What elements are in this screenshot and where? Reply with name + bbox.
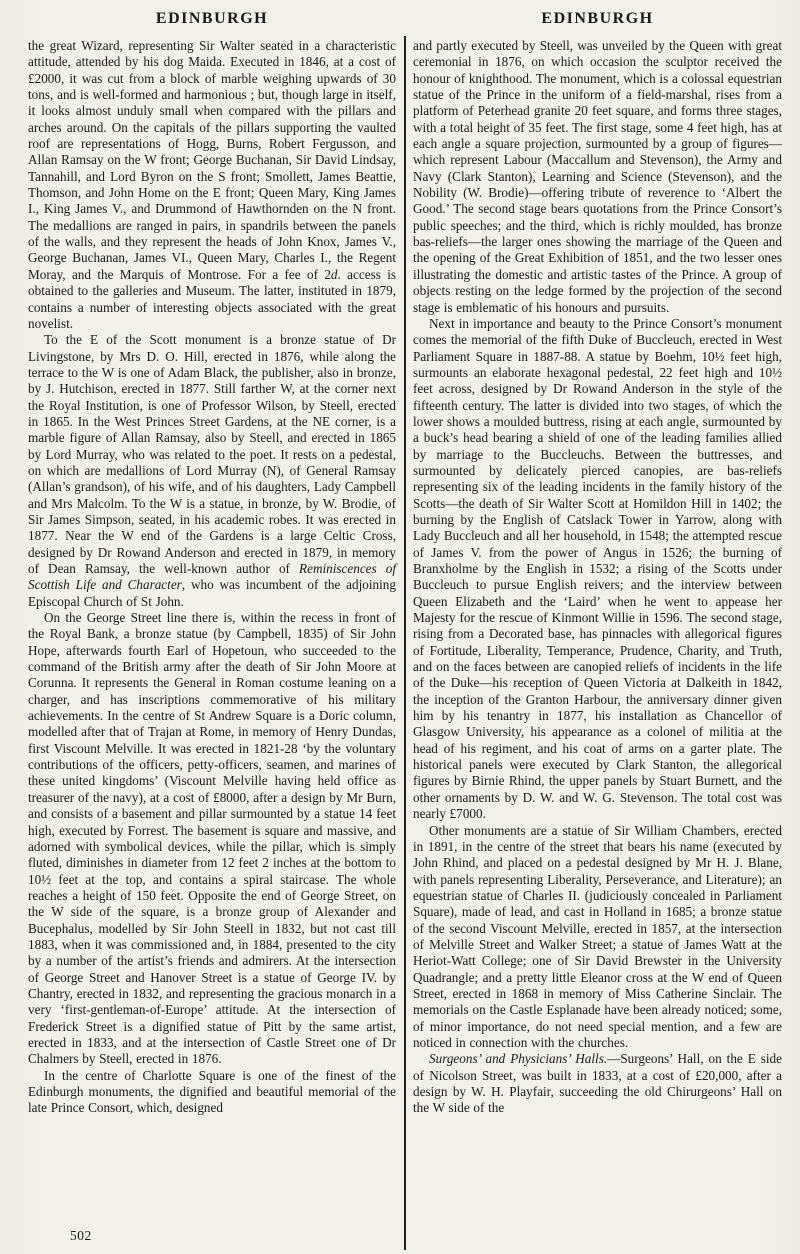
running-head-right: EDINBURGH <box>541 10 654 27</box>
text-run: . access is obtained to the galleries and Museum. The latter, instituted in 1879, contains a number of interesting objects associated with the great novelist. <box>28 266 396 331</box>
paragraph <box>28 38 396 332</box>
paragraph <box>413 823 782 1052</box>
paragraph <box>28 332 396 610</box>
text-run: , who was incumbent of the adjoining Episcopal Church of St John. <box>28 577 396 609</box>
column-right <box>413 10 782 1117</box>
text-run: d <box>330 266 338 282</box>
text-run: To the E of the Scott monument is a bronze statue of Dr Livingstone, by Mrs D. O. Hill, erected in 1876, while along the terrace to the W is one of Adam Black, the publisher, also in bronze, by J. Hutchison, erected in 1877. Still farther W, at the corner next the Royal Institution, is one of Professor Wilson, by Steell, erected in 1865. In the West Princes Street Gardens, at the NE corner, is a marble figure of Allan Ramsay, also by Steell, and erected in 1865 by Lord Murray, who was related to the poet. It rests on a pedestal, on which are medallions of Lord Murray (N), of General Ramsay (Allan’s grandson), of his wife, and of his daughters, Lady Campbell and Mrs Malcolm. To the W is a statue, in bronze, by W. Brodie, of Sir James Simpson, seated, in his academic robes. It was erected in 1877. Near the W end of the Gardens is a large Celtic Cross, designed by Dr Rowand Anderson and erected in 1879, in memory of Dean Ramsay, the well-known author of <box>28 332 396 576</box>
text-run: Surgeons’ and Physicians’ Halls. <box>429 1051 608 1067</box>
text-run: —Surgeons’ Hall, on the E side of Nicolson Street, was built in 1833, at a cost of £20,000, after a design by W. H. Playfair, succeeding the old Chirurgeons’ Hall on the W side of the <box>413 1051 782 1116</box>
paragraph <box>28 1068 396 1117</box>
text-run: Other monuments are a statue of Sir William Chambers, erected in 1891, in the centre of the street that bears his name (executed by John Rhind, and placed on a pedestal designed by Mr H. J. Blane, with panels representing Liberality, Perseverance, and Literature); an equestrian statue of Charles II. (judiciously concealed in Parliament Square), made of lead, and cast in Holland in 1685; a bronze statue of the second Viscount Melville, erected in 1857, at the intersection of Melville Street and Walker Street; a statue of James Watt at the Heriot-Watt College; one of Sir David Brewster in the University Quadrangle; and a pretty little Eleanor cross at the W end of Queen Street, erected in 1868 in memory of Miss Catherine Sinclair. The memorials on the Castle Esplanade have been already noticed; some, of minor importance, do not need special mention, and a few are noticed in connection with the churches. <box>413 822 782 1050</box>
column-divider-rule <box>404 36 406 1250</box>
column-right-text <box>413 38 782 1117</box>
text-run: the great Wizard, representing Sir Walter seated in a characteristic attitude, attended by his dog Maida. Executed in 1846, at a cost of £2000, it was cut from a block of marble weighing upwards of 30 tons, and is well-formed and harmonious ; but, though large in itself, it looks almost unduly small when compared with the pillars and arches around. On the capitals of the pillars supporting the vaulted roof are representations of Hogg, Burns, Robert Fergusson, and Allan Ramsay on the W front; George Buchanan, Sir David Lindsay, Tannahill, and Lord Byron on the S front; Smollett, James Beattie, Thomson, and John Home on the E front; Queen Mary, King James I., King James V., and Drummond of Hawthornden on the N front. The medallions are ranged in pairs, in spandrils between the panels of the walls, and they represent the heads of John Knox, James V., George Buchanan, James VI., Queen Mary, Charles I., the Regent Moray, and the Marquis of Montrose. For a fee of 2 <box>28 38 396 282</box>
text-run: and partly executed by Steell, was unveiled by the Queen with great ceremonial in 1876, on which occasion the sculptor received the honour of knighthood. The monument, which is a colossal equestrian statue of the Prince in the uniform of a field-marshal, rises from a platform of Peterhead granite 20 feet square, and forms three stages, with a total height of 35 feet. The first stage, some 4 feet high, has at each angle a square projection, surmounted by a group of figures—which represent Labour (Maccallum and Stevenson), the Army and Navy (Clark Stanton), Learning and Science (Stevenson), and the Nobility (W. Brodie)—offering tribute of reverence to ‘Albert the Good.’ The second stage bears quotations from the Prince Consort’s public speeches; and the third, which is richly moulded, has bronze bas-reliefs—the larger ones showing the marriage of the Queen and the opening of the Great Exhibition of 1851, and the two lesser ones illustrating the domestic and artistic tastes of the Prince. A group of objects resting on the ledge formed by the projection of the second stage is emblematic of his honours and pursuits. <box>413 38 782 315</box>
paragraph <box>413 316 782 823</box>
running-head-left: EDINBURGH <box>155 10 269 27</box>
paragraph <box>413 38 782 316</box>
text-run: In the centre of Charlotte Square is one of the finest of the Edinburgh monuments, the dignified and beautiful memorial of the late Prince Consort, which, designed <box>28 1067 396 1116</box>
text-run: Reminiscences of Scottish Life and Character <box>28 561 396 593</box>
column-left-text <box>28 38 396 1117</box>
paragraph <box>413 1051 782 1116</box>
column-left <box>28 10 396 1117</box>
page-number: 502 <box>70 1228 92 1243</box>
text-run: Next in importance and beauty to the Prince Consort’s monument comes the memorial of the fifth Duke of Buccleuch, erected in West Parliament Square in 1887-88. A statue by Boehm, 10½ feet high, surmounts an elaborate hexagonal pedestal, 22 feet high and 10½ feet across, designed by Dr Rowand Anderson in the style of the fifteenth century. The latter is divided into two stages, of which the lower shows a moulded buttress, rising at each angle, surmounted by a buck’s head bearing a shield of one of the leading families allied by marriage to the Buccleuchs. Between the buttresses, and surmounted by delicately pierced canopies, are bas-reliefs representing six of the leading incidents in the family history of the Scotts—the death of Sir Walter Scott at Homildon Hill in 1402; the burning by the English of Catslack Tower in Yarrow, along with Lady Buccleuch and all her household, in 1548; the attempted rescue of James V. from the power of Angus in 1526; the burning of Branxholme by the English in 1532; a rising of the Scotts under Buccleuch to pursue English reivers; and the interview between Queen Elizabeth and the ‘Laird’ when he went to appease her Majesty for the rescue of Kinmont Willie in 1596. The second stage, rising from a Decorated base, has pinnacles with allegorical figures of Fortitude, Liberality, Temperance, Prudence, Charity, and Truth, and on the faces between are canopied reliefs of incidents in the life of the Duke—his reception of Queen Victoria at Dalkeith in 1842, the inception of the Granton Harbour, the anniversary dinner given him by his tenantry in 1877, his installation as Chancellor of Glasgow University, his appearance as a colonel of militia at the head of his regiment, and his coat of arms on a garter plate. The historical panels were executed by Clark Stanton, the allegorical figures by Birnie Rhind, the upper panels by Stuart Burnett, and the other ornaments by D. W. and W. G. Stevenson. The total cost was nearly £7000. <box>413 315 782 822</box>
paragraph <box>28 610 396 1068</box>
text-run: On the George Street line there is, within the recess in front of the Royal Bank, a bronze statue (by Campbell, 1835) of Sir John Hope, afterwards fourth Earl of Hopetoun, who succeeded to the command of the British army after the death of Sir John Moore at Corunna. It represents the General in Roman costume leaning on a charger, and has inscriptions commemorative of his military achievements. In the centre of St Andrew Square is a Doric column, modelled after that of Trajan at Rome, in memory of Henry Dundas, first Viscount Melville. It was erected in 1821-28 ‘by the voluntary contributions of the officers, petty-officers, seamen, and marines of these united kingdoms’ (Viscount Melville having held office as treasurer of the navy), at a cost of £8000, after a design by Mr Burn, and consists of a basement and pillar surmounted by a statue 14 feet high, executed by Forrest. The basement is square and massive, and adorned with symbolical devices, while the pillar, which is simply fluted, diminishes in diameter from 12 feet 2 inches at the bottom to 10½ feet at the top, and contains a spiral staircase. The whole reaches a height of 150 feet. Opposite the end of George Street, on the W side of the square, is a bronze group of Alexander and Bucephalus, modelled by Sir John Steell in 1832, but not cast till 1883, when it was commissioned and, in 1884, presented to the city by a number of the artist’s friends and admirers. At the intersection of George Street and Hanover Street is a statue of George IV. by Chantry, erected in 1832, and representing the gracious monarch in a very ‘first-gentleman-of-Europe’ attitude. At the intersection of Frederick Street is a dignified statue of Pitt by the same artist, erected in 1833, and at the intersection of Castle Street one of Dr Chalmers by Steell, erected in 1876. <box>28 610 396 1067</box>
